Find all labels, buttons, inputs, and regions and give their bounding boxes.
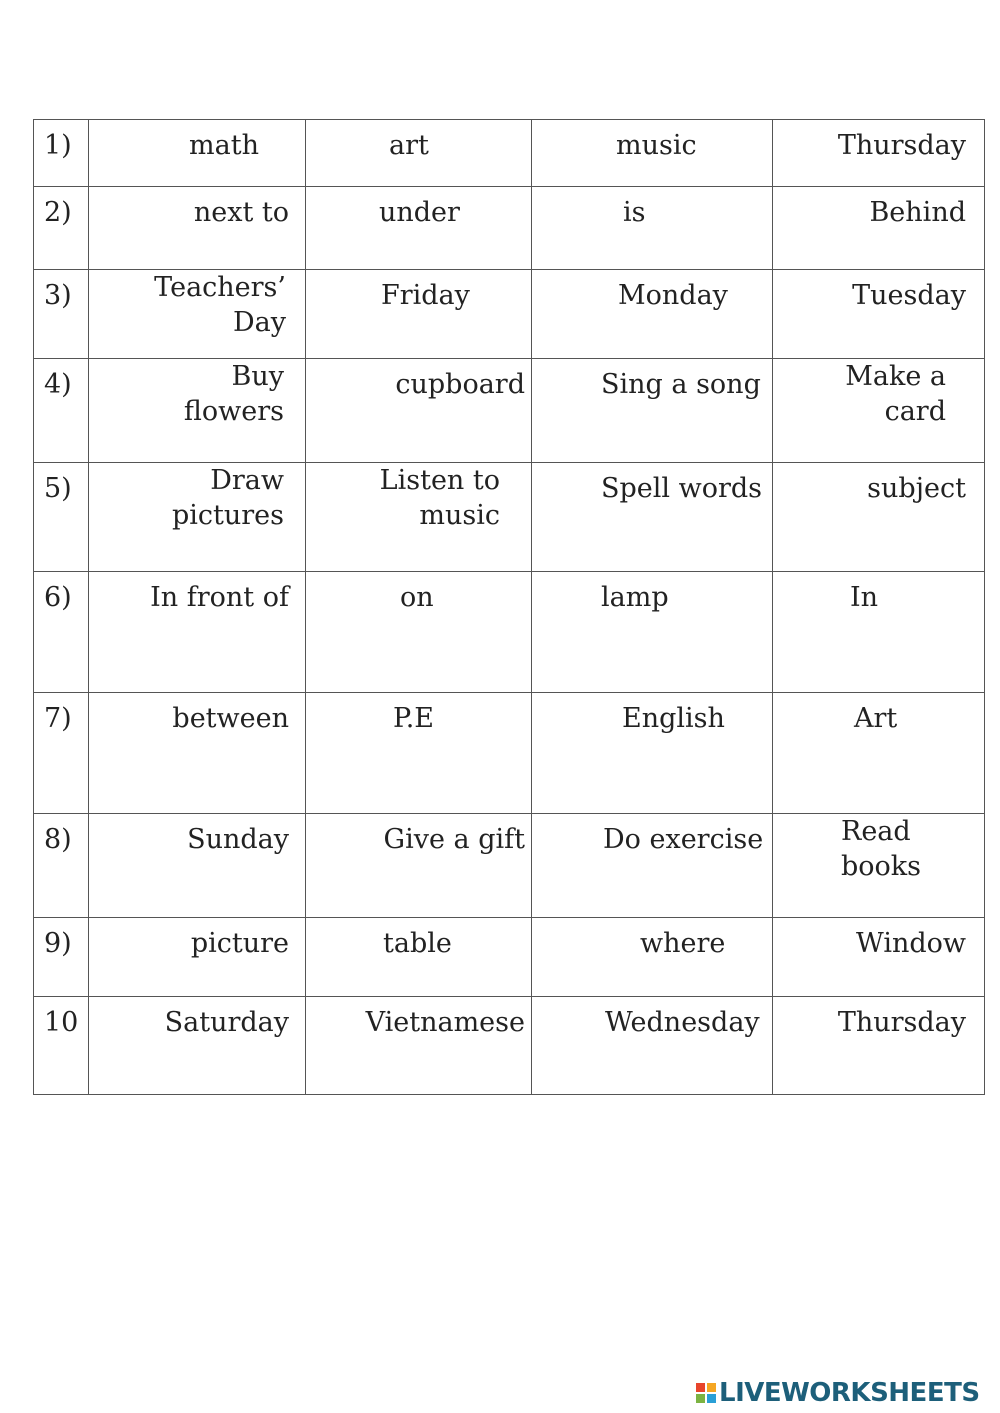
word-cell[interactable]: art: [306, 120, 532, 187]
word-cell[interactable]: Monday: [532, 270, 773, 359]
word-cell[interactable]: music: [532, 120, 773, 187]
logo-mark-icon: [696, 1383, 716, 1403]
word-cell[interactable]: Art: [773, 693, 985, 814]
word-cell[interactable]: between: [89, 693, 306, 814]
word-cell[interactable]: on: [306, 572, 532, 693]
table-row: [34, 814, 985, 918]
table-row: [34, 918, 985, 997]
word-cell[interactable]: Tuesday: [773, 270, 985, 359]
word-cell[interactable]: subject: [773, 463, 985, 572]
word-cell[interactable]: Read books: [773, 814, 985, 918]
row-number: 2): [34, 187, 89, 270]
word-cell[interactable]: under: [306, 187, 532, 270]
table-row: [34, 120, 985, 187]
word-cell[interactable]: lamp: [532, 572, 773, 693]
word-cell[interactable]: Thursday: [773, 997, 985, 1095]
row-number: 3): [34, 270, 89, 359]
word-cell[interactable]: Sunday: [89, 814, 306, 918]
word-cell[interactable]: Make a card: [773, 359, 985, 463]
word-cell[interactable]: cupboard: [306, 359, 532, 463]
word-cell[interactable]: Friday: [306, 270, 532, 359]
row-number: 5): [34, 463, 89, 572]
word-cell[interactable]: Spell words: [532, 463, 773, 572]
word-cell[interactable]: Sing a song: [532, 359, 773, 463]
word-cell[interactable]: English: [532, 693, 773, 814]
word-cell[interactable]: picture: [89, 918, 306, 997]
table-row: [34, 997, 985, 1095]
word-cell[interactable]: next to: [89, 187, 306, 270]
worksheet-table: [33, 119, 985, 1095]
word-cell[interactable]: Wednesday: [532, 997, 773, 1095]
logo-text: LIVEWORKSHEETS: [719, 1378, 980, 1408]
word-cell[interactable]: Saturday: [89, 997, 306, 1095]
word-cell[interactable]: Behind: [773, 187, 985, 270]
row-number: 9): [34, 918, 89, 997]
row-number: 10: [34, 997, 89, 1095]
word-cell[interactable]: In: [773, 572, 985, 693]
word-cell[interactable]: Listen to music: [306, 463, 532, 572]
word-cell[interactable]: table: [306, 918, 532, 997]
word-cell[interactable]: In front of: [89, 572, 306, 693]
table-row: [34, 359, 985, 463]
row-number: 8): [34, 814, 89, 918]
table-row: [34, 693, 985, 814]
word-cell[interactable]: Give a gift: [306, 814, 532, 918]
word-cell[interactable]: P.E: [306, 693, 532, 814]
word-cell[interactable]: Buy flowers: [89, 359, 306, 463]
row-number: 1): [34, 120, 89, 187]
row-number: 7): [34, 693, 89, 814]
table-row: [34, 463, 985, 572]
table-row: [34, 270, 985, 359]
word-cell[interactable]: Window: [773, 918, 985, 997]
word-cell[interactable]: Do exercise: [532, 814, 773, 918]
table-row: [34, 572, 985, 693]
word-cell[interactable]: Thursday: [773, 120, 985, 187]
word-cell[interactable]: is: [532, 187, 773, 270]
table-row: [34, 187, 985, 270]
word-cell[interactable]: math: [89, 120, 306, 187]
word-cell[interactable]: Teachers’ Day: [89, 270, 306, 359]
liveworksheets-logo[interactable]: [696, 1378, 980, 1408]
word-cell[interactable]: where: [532, 918, 773, 997]
word-cell[interactable]: Draw pictures: [89, 463, 306, 572]
row-number: 6): [34, 572, 89, 693]
word-cell[interactable]: Vietnamese: [306, 997, 532, 1095]
row-number: 4): [34, 359, 89, 463]
